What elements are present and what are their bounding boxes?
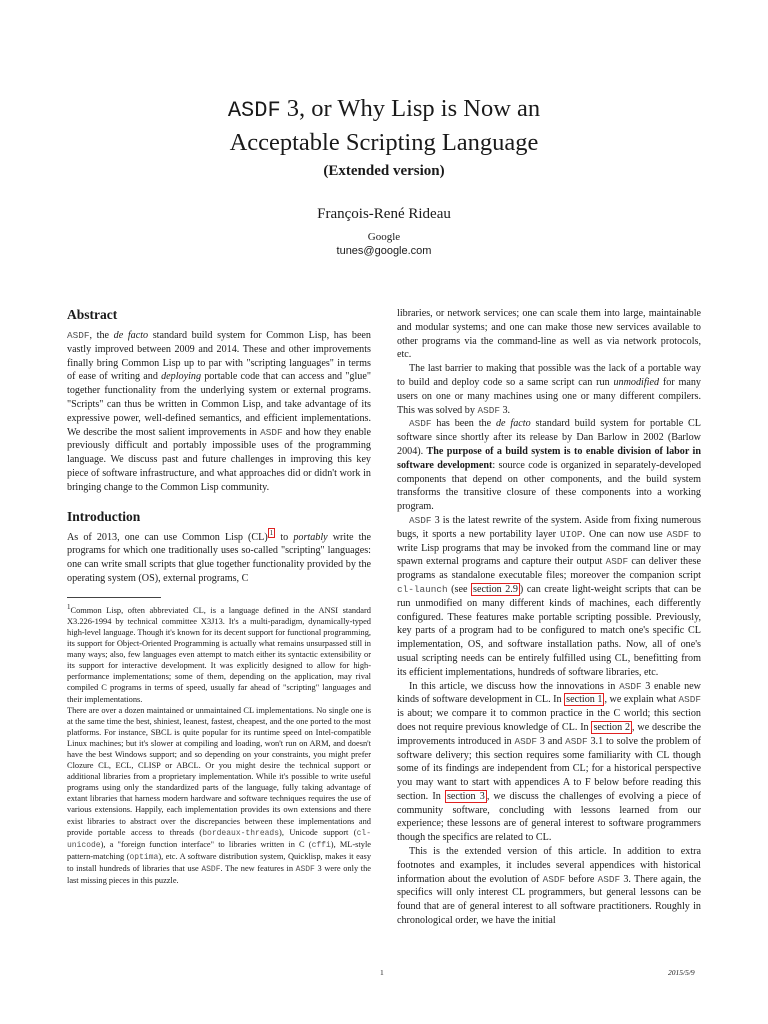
- page-number: 1: [380, 968, 384, 977]
- footnote-para-2: There are over a dozen maintained or unmaintained CL implementations. No single one is at the same time the best, shiniest, leanest, fastest, cheapest, and the one ported to the most platforms. For instance, SBCL is quite popular for its runtime speed on Intel-compatible Linux machines; but it's slower at compiling and loading, won't run on ARM, and doesn't have the best Windows support; and so depending on your constraints, you might prefer Clozure CL, ECL, CLISP or ABCL. Or you might desire the technical support or additional libraries from a proprietary implementation. While it's possible to write useful programs using only the standardized parts of the language, fully taking advantage of extant libraries that harness modern hardware and software techniques requires the use of various extensions. Happily, each implementation provides its own extensions and there exist libraries to abstract over the discrepancies between these implementations and provide portable access to threads (bordeaux-threads), Unicode support (cl-unicode), a "foreign function interface" to libraries written in C (cffi), ML-style pattern-matching (optima), etc. A software distribution system, Quicklisp, makes it easy to install hundreds of libraries that use ASDF. The new features in ASDF 3 were only the last missing pieces in this puzzle.: [67, 705, 372, 886]
- author-name: François-René Rideau: [317, 206, 451, 222]
- right-para-5: In this article, we discuss how the innovations in ASDF 3 enable new kinds of software development in CL. In section 1 , we explain what ASDF is about; we compare it to common practice in the C world; this section does not require previous knowledge of CL. In section 2 , we describe the improvements introduced in ASDF 3 and ASDF 3.1 to solve the problem of software delivery; this section requires some familiarity with CL though some of its findings are independent from CL; for a historical perspective you may want to start with appendices A to F below before reading this section. In section 3 , we discuss the challenges of evolving a piece of community software, concluding with lessons learned from our experience; these lessons are of general interest to software programmers though the specifics are related to CL.: [397, 680, 701, 844]
- paper-subtitle: (Extended version): [323, 163, 445, 179]
- section-2-link[interactable]: section 2: [593, 721, 631, 733]
- author-email: tunes@google.com: [336, 245, 432, 257]
- section-3-link[interactable]: section 3: [446, 790, 485, 802]
- right-para-2: The last barrier to making that possible was the lack of a portable way to build and deploy code so a same script can run unmodified for many users on one or many machines using one or many different compilers. This was solved by ASDF 3.: [397, 363, 701, 416]
- introduction-heading: Introduction: [67, 508, 141, 524]
- title-line2: Acceptable Scripting Language: [229, 129, 539, 156]
- title-block: [0, 93, 768, 257]
- abstract-heading: Abstract: [67, 307, 118, 322]
- footnote-rule: [67, 597, 161, 598]
- right-column: [397, 307, 701, 928]
- footnote-mark: 1: [67, 603, 71, 611]
- introduction-text: As of 2013, one can use Common Lisp (CL) $^1$ to portably write the programs for which one traditionally uses so-called "scripting" languages: one can write small scripts that glue together functionality provided by the operating system (OS), external programs, C: [67, 529, 371, 584]
- footnote-1: [67, 602, 371, 886]
- section-1-link[interactable]: section 1: [566, 694, 603, 706]
- right-para-6: This is the extended version of this article. In addition to extra footnotes and examples, it includes several appendices with historical information about the evolution of ASDF before ASDF 3. There again, the specifics will only interest CL programmers, but general lessons can be found that are of general interest to all software practitioners. Roughly in chronological order, we have the initial: [397, 846, 701, 927]
- footnote-link[interactable]: 1: [269, 529, 274, 538]
- right-para-1: libraries, or network services; one can scale them into large, maintainable and modular systems; and one can make those new services available to other programs via the command-line as well as via network protocols, etc.: [397, 308, 701, 361]
- abstract-text: ASDF, the de facto standard build system for Common Lisp, has been vastly improved between 2009 and 2014. These and other improvements finally bring Common Lisp up to par with "scripting languages" in terms of ease of writing and deploying portable code that can access and "glue" together functionality from the underlying system or external programs. "Scripts" can thus be written in Common Lisp, and take advantage of its expressive power, well-defined semantics, and efficient implementations. We describe the most salient improvements in ASDF and how they enable previously difficult and portably impossible uses of the programming language. We discuss past and future challenges in improving this key piece of software infrastructure, and what approaches did or didn't work in bringing change to the Common Lisp community.: [67, 330, 371, 493]
- left-column: [67, 307, 371, 586]
- section-2-9-link[interactable]: section 2.9: [473, 583, 518, 595]
- right-para-3: ASDF has been the de facto standard build system for portable CL software since shortly after its release by Dan Barlow in 2002 (Barlow 2004). The purpose of a build system is to enable division of labor in software development: source code is organized in separately-developed components that depend on other components, and the build system transforms the transitive closure of these components into a working program.: [397, 418, 702, 513]
- right-para-4: ASDF 3 is the latest rewrite of the system. Aside from fixing numerous bugs, it sports a new portability layer UIOP. One can now use ASDF to write Lisp programs that may be invoked from the command line or may spawn external programs and capture their output ASDF can deliver these programs as standalone executable files; moreover the companion script cl-launch (see section 2.9 ) can create light-weight scripts that can be run unmodified on many different kinds of machines, each differently configured. These features make portable scripting possible. Previously, key parts of a program had to be configured to match one's specific CL implementation, OS, and software installation paths. Now, all of one's usual scripting needs can be entirely fulfilled using CL, benefitting from its efficient implementations, hundreds of software libraries, etc.: [397, 514, 701, 678]
- page-date: 2015/5/9: [668, 968, 695, 977]
- footnote-para-1: $^1$Common Lisp, often abbreviated CL, is a language defined in the ANSI standard X3.226-1994 by technical committee X3J13. It's a multi-paradigm, dynamically-typed high-level language. Though it's known for its decent support for functional programming, its support for Object-Oriented Programming is actually what remains unsurpassed still in many ways; also, few languages even attempt to match either its syntactic extensibility or its support for interactive development. It was explicitly designed to allow for high-performance implementations; some of them, depending on the application, may rival compiled C programs in terms of speed, usually far ahead of "scripting" languages and their implementations.: [67, 603, 371, 704]
- title-line1: 3, or Why Lisp is Now an: [280, 95, 541, 122]
- paper-title: [0, 93, 768, 159]
- author-affiliation: Google: [367, 231, 401, 243]
- title-asdf: ASDF: [227, 98, 281, 123]
